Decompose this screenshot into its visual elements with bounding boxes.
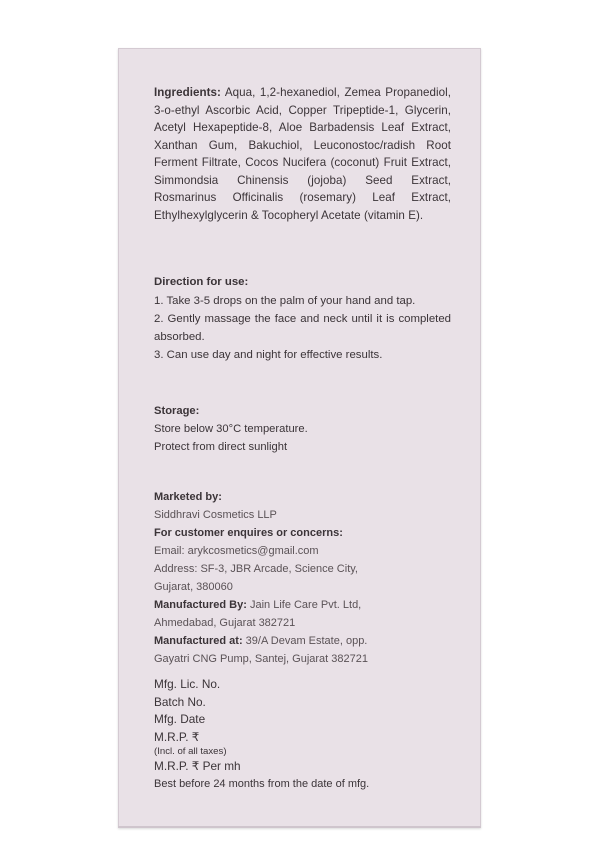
directions-section [154,273,451,364]
contact-email: Email: arykcosmetics@gmail.com [154,545,319,557]
mfg-lic-no: Mfg. Lic. No. [154,677,221,691]
marketed-by-label: Marketed by: [154,491,222,503]
storage-title: Storage: [154,405,200,417]
direction-item: 2. Gently massage the face and neck until it is completed absorbed. [154,313,451,343]
manufactured-by-line: Ahmedabad, Gujarat 382721 [154,617,296,629]
ingredients-section [154,84,451,224]
manufactured-at-label: Manufactured at: [154,635,243,647]
license-section [154,676,451,793]
mfg-date: Mfg. Date [154,712,206,726]
directions-title: Direction for use: [154,276,249,288]
ingredients-label: Ingredients: [154,86,221,99]
product-label-panel [118,48,481,828]
address-line: Address: SF-3, JBR Arcade, Science City, [154,563,358,575]
manufactured-by-value: Jain Life Care Pvt. Ltd, [246,599,362,611]
address-line: Gujarat, 380060 [154,581,233,593]
best-before: Best before 24 months from the date of mfg. [154,777,370,790]
batch-no: Batch No. [154,694,206,709]
mrp: M.R.P. ₹ [154,729,200,744]
ingredients-text: Aqua, 1,2-hexanediol, Zemea Propanediol, 3-o-ethyl Ascorbic Acid, Copper Tripeptide-1, Glycerin, Acetyl Hexapeptide-8, Aloe Barbadensis Leaf Extract, Xanthan Gum, Bakuchiol, Leuconostoc/radish Root Ferment Filtrate, Cocos Nucifera (coconut) Fruit Extract, Simmondsia Chinensis (jojoba) Seed Extract, Rosmarinus Officinalis (rosemary) Leaf Extract, Ethylhexylglycerin & Tocopheryl Acetate (vitamin E). [154,86,451,222]
mrp-per: M.R.P. ₹ Per mh [154,759,241,773]
marketed-by-name: Siddhravi Cosmetics LLP [154,509,277,521]
storage-line: Protect from direct sunlight [154,441,288,453]
manufactured-at-value: 39/A Devam Estate, opp. [242,635,368,647]
storage-line: Store below 30°C temperature. [154,423,308,435]
enquiries-label: For customer enquires or concerns: [154,527,343,539]
taxes-note: (Incl. of all taxes) [154,746,227,757]
manufactured-at-line: Gayatri CNG Pump, Santej, Gujarat 382721 [154,653,368,665]
direction-item: 3. Can use day and night for effective results. [154,349,383,361]
panel-bottom-edge [118,826,481,828]
company-section [154,488,451,668]
storage-section [154,402,451,456]
direction-item: 1. Take 3-5 drops on the palm of your hand and tap. [154,295,416,307]
manufactured-by-label: Manufactured By: [154,599,247,611]
